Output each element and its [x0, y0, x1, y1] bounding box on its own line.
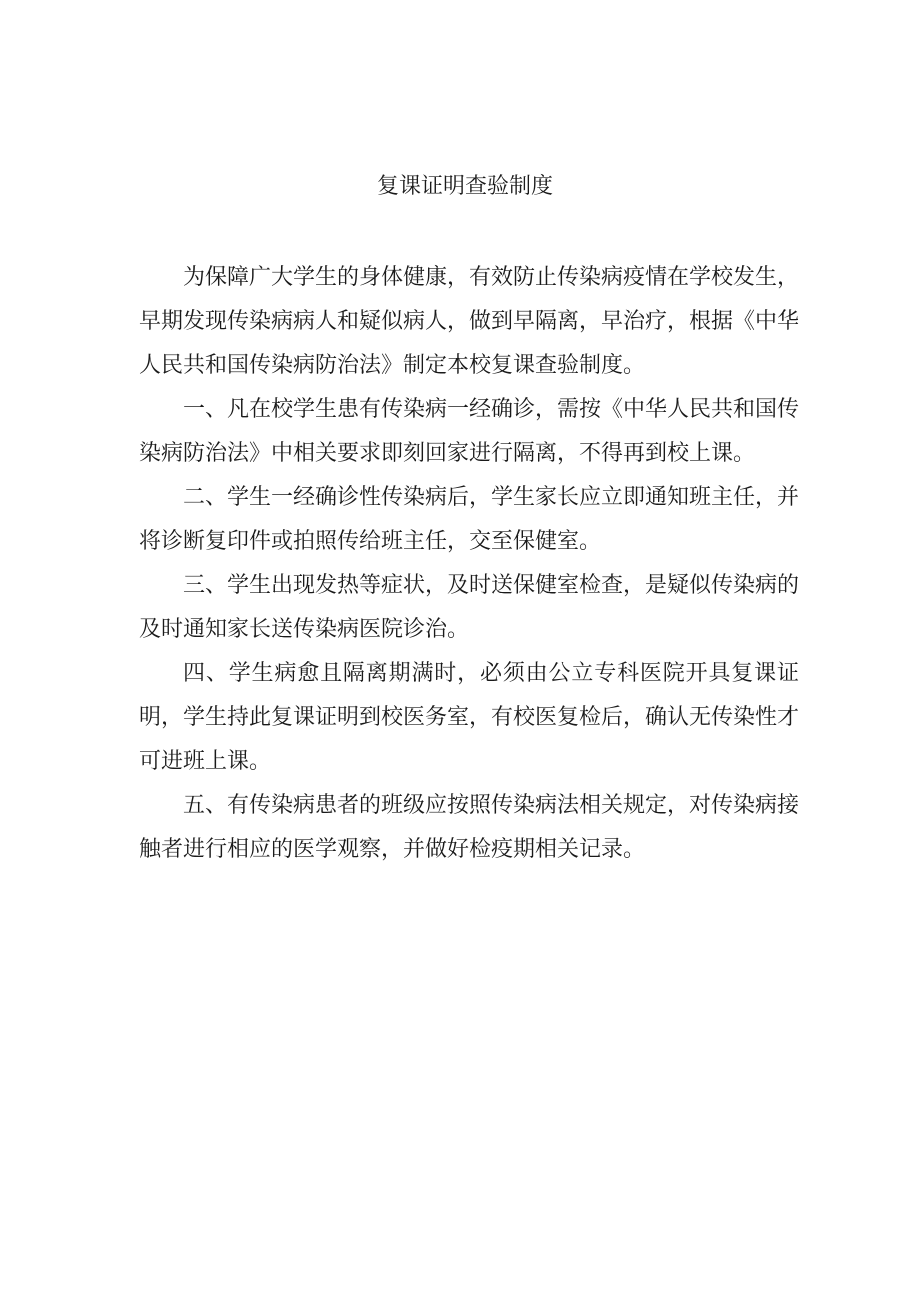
- document-body: [139, 256, 799, 872]
- paragraph-rule-1: 一、凡在校学生患有传染病一经确诊，需按《中华人民共和国传染病防治法》中相关要求即刻回家进行隔离，不得再到校上课。: [139, 397, 800, 466]
- paragraph-rule-3: 三、学生出现发热等症状，及时送保健室检查，是疑似传染病的及时通知家长送传染病医院诊治。: [139, 573, 800, 642]
- paragraph-intro: 为保障广大学生的身体健康，有效防止传染病疫情在学校发生，早期发现传染病病人和疑似病人，做到早隔离，早治疗，根据《中华人民共和国传染病防治法》制定本校复课查验制度。: [139, 265, 800, 378]
- document-title: 复课证明查验制度: [376, 174, 553, 199]
- paragraph-rule-5: 五、有传染病患者的班级应按照传染病法相关规定，对传染病接触者进行相应的医学观察，并做好检疫期相关记录。: [139, 793, 800, 862]
- paragraph-rule-4: 四、学生病愈且隔离期满时，必须由公立专科医院开具复课证明，学生持此复课证明到校医务室，有校医复检后，确认无传染性才可进班上课。: [139, 661, 800, 774]
- paragraph-rule-2: 二、学生一经确诊性传染病后，学生家长应立即通知班主任，并将诊断复印件或拍照传给班主任，交至保健室。: [139, 485, 800, 554]
